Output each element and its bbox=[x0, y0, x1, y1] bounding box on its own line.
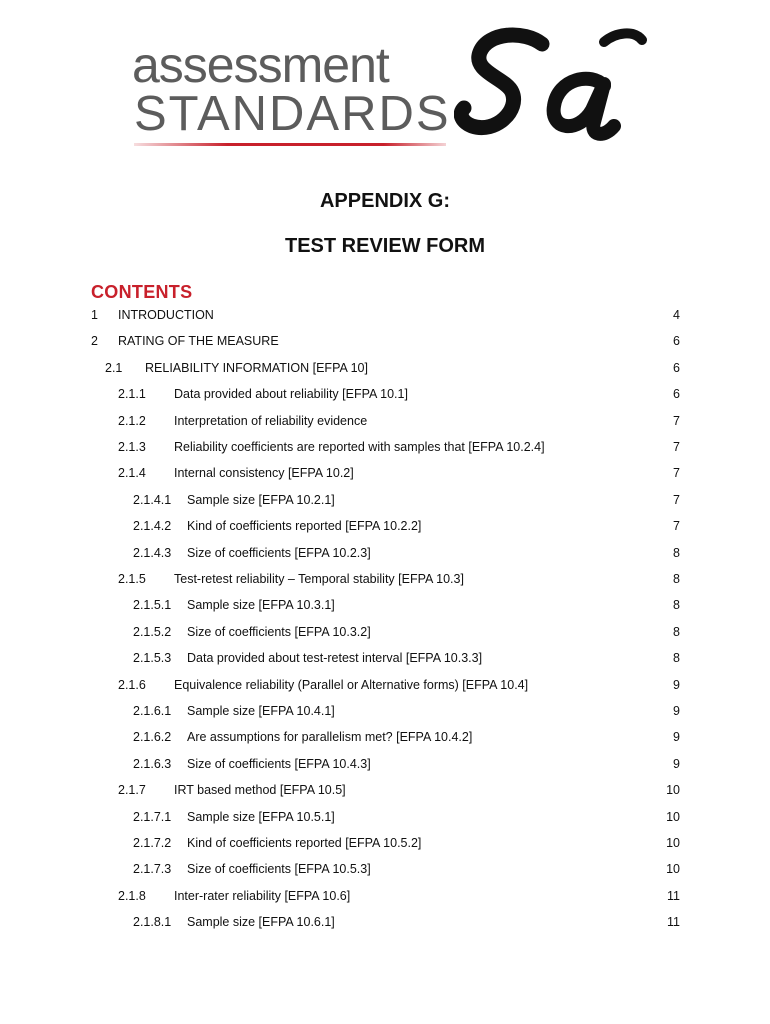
toc-entry-title: Sample size [EFPA 10.2.1] bbox=[187, 492, 335, 507]
toc-entry-number: 2.1.4.2 bbox=[133, 519, 172, 534]
toc-entry-title: Interpretation of reliability evidence bbox=[174, 413, 368, 428]
toc-entry-page-number: 10 bbox=[666, 862, 680, 877]
toc-entry-number: 2.1 bbox=[105, 360, 123, 375]
toc-entry-page-number: 10 bbox=[666, 783, 680, 798]
toc-entry-title: Equivalence reliability (Parallel or Alternative forms) [EFPA 10.4] bbox=[174, 677, 529, 692]
toc-entry-page-number: 9 bbox=[673, 730, 680, 745]
toc-entry-title: Kind of coefficients reported [EFPA 10.2.2] bbox=[187, 519, 422, 534]
toc-entry-number: 1 bbox=[91, 308, 98, 322]
toc-entry[interactable] bbox=[0, 701, 770, 721]
toc-entry-page-number: 8 bbox=[673, 598, 680, 613]
toc-entry-title: RELIABILITY INFORMATION [EFPA 10] bbox=[145, 360, 368, 375]
toc-entry[interactable] bbox=[0, 569, 770, 589]
toc-entry-title: Sample size [EFPA 10.5.1] bbox=[187, 809, 335, 824]
toc-entry[interactable] bbox=[0, 595, 770, 615]
toc-entry-number: 2.1.4.1 bbox=[133, 492, 172, 507]
toc-entry[interactable] bbox=[0, 912, 770, 932]
toc-entry-title: Data provided about test-retest interval [EFPA 10.3.3] bbox=[187, 651, 483, 666]
toc-entry-title: Internal consistency [EFPA 10.2] bbox=[174, 466, 354, 481]
toc-entry[interactable] bbox=[0, 305, 770, 325]
toc-entry-number: 2.1.5.3 bbox=[133, 651, 172, 666]
toc-entry-page-number: 7 bbox=[673, 413, 680, 428]
toc-entry[interactable] bbox=[0, 463, 770, 483]
toc-entry-number: 2.1.8 bbox=[118, 888, 146, 903]
toc-entry-number: 2.1.4 bbox=[118, 466, 146, 481]
toc-entry-title: INTRODUCTION bbox=[118, 308, 214, 322]
logo-sa-script-mark bbox=[454, 22, 654, 152]
toc-entry[interactable] bbox=[0, 675, 770, 695]
toc-entry-page-number: 10 bbox=[666, 809, 680, 824]
toc-entry[interactable] bbox=[0, 754, 770, 774]
toc-entry-page-number: 7 bbox=[673, 440, 680, 454]
toc-entry-title: Size of coefficients [EFPA 10.4.3] bbox=[187, 756, 371, 771]
toc-entry-number: 2.1.7.2 bbox=[133, 836, 172, 850]
toc-entry-title: Are assumptions for parallelism met? [EFPA 10.4.2] bbox=[187, 730, 473, 745]
toc-entry-page-number: 6 bbox=[673, 360, 680, 375]
toc-entry-page-number: 8 bbox=[673, 624, 680, 639]
toc-entry[interactable] bbox=[0, 727, 770, 747]
toc-entry-number: 2.1.6.1 bbox=[133, 704, 172, 718]
toc-entry-page-number: 6 bbox=[673, 334, 680, 349]
toc-entry-page-number: 9 bbox=[673, 756, 680, 771]
toc-entry-title: RATING OF THE MEASURE bbox=[118, 334, 279, 349]
toc-entry-number: 2.1.6.2 bbox=[133, 730, 172, 745]
toc-entry-title: Data provided about reliability [EFPA 10.1] bbox=[174, 387, 408, 402]
toc-entry-number: 2.1.1 bbox=[118, 387, 146, 402]
toc-entry-number: 2.1.7.1 bbox=[133, 809, 172, 824]
toc-entry-title: Sample size [EFPA 10.3.1] bbox=[187, 598, 335, 613]
toc-entry-title: Size of coefficients [EFPA 10.5.3] bbox=[187, 862, 371, 877]
toc-entry-title: IRT based method [EFPA 10.5] bbox=[174, 783, 346, 798]
toc-entry[interactable] bbox=[0, 437, 770, 457]
toc-entry-title: Kind of coefficients reported [EFPA 10.5.2] bbox=[187, 836, 422, 850]
toc-entry-number: 2.1.8.1 bbox=[133, 915, 172, 930]
toc-entry-title: Sample size [EFPA 10.6.1] bbox=[187, 915, 335, 930]
toc-entry-title: Sample size [EFPA 10.4.1] bbox=[187, 704, 335, 718]
toc-entry-page-number: 7 bbox=[673, 519, 680, 534]
toc-entry[interactable] bbox=[0, 622, 770, 642]
toc-entry[interactable] bbox=[0, 331, 770, 351]
logo-word-standards: STANDARDS bbox=[134, 87, 451, 141]
toc-entry[interactable] bbox=[0, 490, 770, 510]
toc-entry-title: Reliability coefficients are reported with samples that [EFPA 10.2.4] bbox=[174, 440, 545, 454]
toc-entry[interactable] bbox=[0, 358, 770, 378]
toc-entry-page-number: 7 bbox=[673, 492, 680, 507]
toc-entry-page-number: 9 bbox=[673, 677, 680, 692]
toc-entry[interactable] bbox=[0, 384, 770, 404]
toc-entry-page-number: 4 bbox=[673, 308, 680, 322]
toc-entry[interactable] bbox=[0, 859, 770, 879]
toc-entry[interactable] bbox=[0, 833, 770, 853]
appendix-heading: APPENDIX G: bbox=[319, 190, 451, 212]
toc-entry-number: 2.1.7.3 bbox=[133, 862, 172, 877]
logo-word-assessment: assessment bbox=[132, 37, 389, 93]
toc-entry[interactable] bbox=[0, 543, 770, 563]
toc-entry-number: 2.1.2 bbox=[118, 413, 146, 428]
toc-entry-title: Size of coefficients [EFPA 10.2.3] bbox=[187, 545, 371, 560]
assessment-standards-logo bbox=[132, 26, 652, 152]
toc-entry-page-number: 8 bbox=[673, 572, 680, 586]
toc-entry-page-number: 8 bbox=[673, 545, 680, 560]
toc-entry-number: 2.1.5.1 bbox=[133, 598, 172, 613]
form-title-heading: TEST REVIEW FORM bbox=[285, 235, 485, 257]
toc-entry-page-number: 9 bbox=[673, 704, 680, 718]
toc-entry-number: 2.1.4.3 bbox=[133, 545, 172, 560]
toc-entry-page-number: 11 bbox=[667, 888, 680, 903]
toc-entry[interactable] bbox=[0, 648, 770, 668]
toc-entry-page-number: 6 bbox=[673, 387, 680, 402]
toc-entry-page-number: 8 bbox=[673, 651, 680, 666]
toc-entry[interactable] bbox=[0, 516, 770, 536]
toc-entry-number: 2.1.6.3 bbox=[133, 756, 172, 771]
toc-entry-page-number: 11 bbox=[667, 915, 680, 930]
toc-entry-number: 2.1.3 bbox=[118, 440, 146, 454]
toc-entry[interactable] bbox=[0, 886, 770, 906]
toc-entry-number: 2 bbox=[91, 334, 98, 349]
toc-entry-title: Inter-rater reliability [EFPA 10.6] bbox=[174, 888, 351, 903]
toc-entry-title: Test-retest reliability – Temporal stability [EFPA 10.3] bbox=[174, 572, 464, 586]
logo-red-underline bbox=[134, 143, 446, 146]
toc-entry[interactable] bbox=[0, 780, 770, 800]
toc-entry-number: 2.1.6 bbox=[118, 677, 146, 692]
toc-entry[interactable] bbox=[0, 807, 770, 827]
toc-entry-title: Size of coefficients [EFPA 10.3.2] bbox=[187, 624, 371, 639]
toc-entry-page-number: 10 bbox=[666, 836, 680, 850]
toc-entry[interactable] bbox=[0, 411, 770, 431]
contents-title: CONTENTS bbox=[91, 282, 193, 302]
toc-entry-number: 2.1.5.2 bbox=[133, 624, 172, 639]
toc-entry-number: 2.1.5 bbox=[118, 572, 146, 586]
toc-entry-page-number: 7 bbox=[673, 466, 680, 481]
toc-entry-number: 2.1.7 bbox=[118, 783, 146, 798]
